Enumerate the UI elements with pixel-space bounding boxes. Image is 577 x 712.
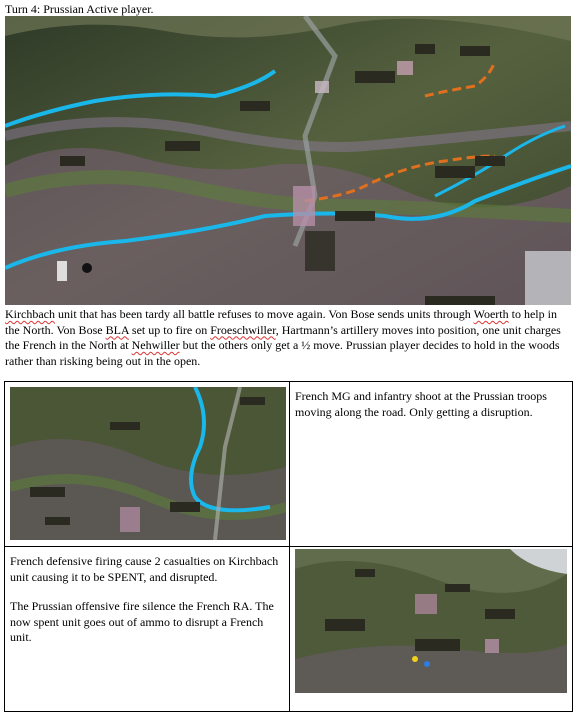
- text-segment: , Hartmann’s artillery moves into position, one unit charges the French in the North at: [5, 322, 561, 352]
- proper-noun-text: Kirchbach: [5, 307, 55, 321]
- table-cell-text: [290, 382, 573, 547]
- text-segment: to help in the North. Von Bose: [5, 307, 557, 337]
- table-cell-photo: [5, 382, 290, 547]
- table-cell-photo: [290, 547, 573, 712]
- proper-noun-text: Woerth: [473, 307, 509, 321]
- event-text: The Prussian offensive fire silence the French RA. The now spent unit goes out of ammo to disrupt a French unit.: [10, 599, 274, 644]
- text-segment: unit that has been tardy all battle refuses to move again. Von Bose sends units through: [54, 307, 474, 321]
- event-text: French MG and infantry shoot at the Prussian troops moving along the road. Only getting a disruption.: [295, 389, 547, 419]
- proper-noun-text: Kirchbach: [228, 554, 279, 568]
- proper-noun-text: Nehwiller: [131, 338, 180, 352]
- text-segment: set up to fire on: [128, 322, 211, 337]
- counterattack-photo: [295, 549, 567, 693]
- table-cell-text: [5, 547, 290, 712]
- road-fire-photo: [10, 387, 286, 540]
- turn-description: [5, 307, 571, 369]
- events-table: [4, 381, 573, 712]
- proper-noun-text: BLA: [105, 322, 129, 337]
- text-segment: but the others only get a ½ move. Prussian player decides to hold in the woods rather than risking being out in the open.: [5, 338, 560, 368]
- page-heading: Turn 4: Prussian Active player.: [5, 2, 154, 16]
- proper-noun-text: Froeschwiller: [210, 322, 276, 337]
- text-segment: unit causing it to be SPENT, and disrupted.: [10, 569, 218, 584]
- text-segment: French defensive firing cause 2 casualties on: [10, 554, 229, 568]
- table-row: [5, 382, 573, 547]
- event-text: [10, 554, 283, 585]
- table-row: [5, 547, 573, 712]
- main-battle-photo: [5, 16, 571, 305]
